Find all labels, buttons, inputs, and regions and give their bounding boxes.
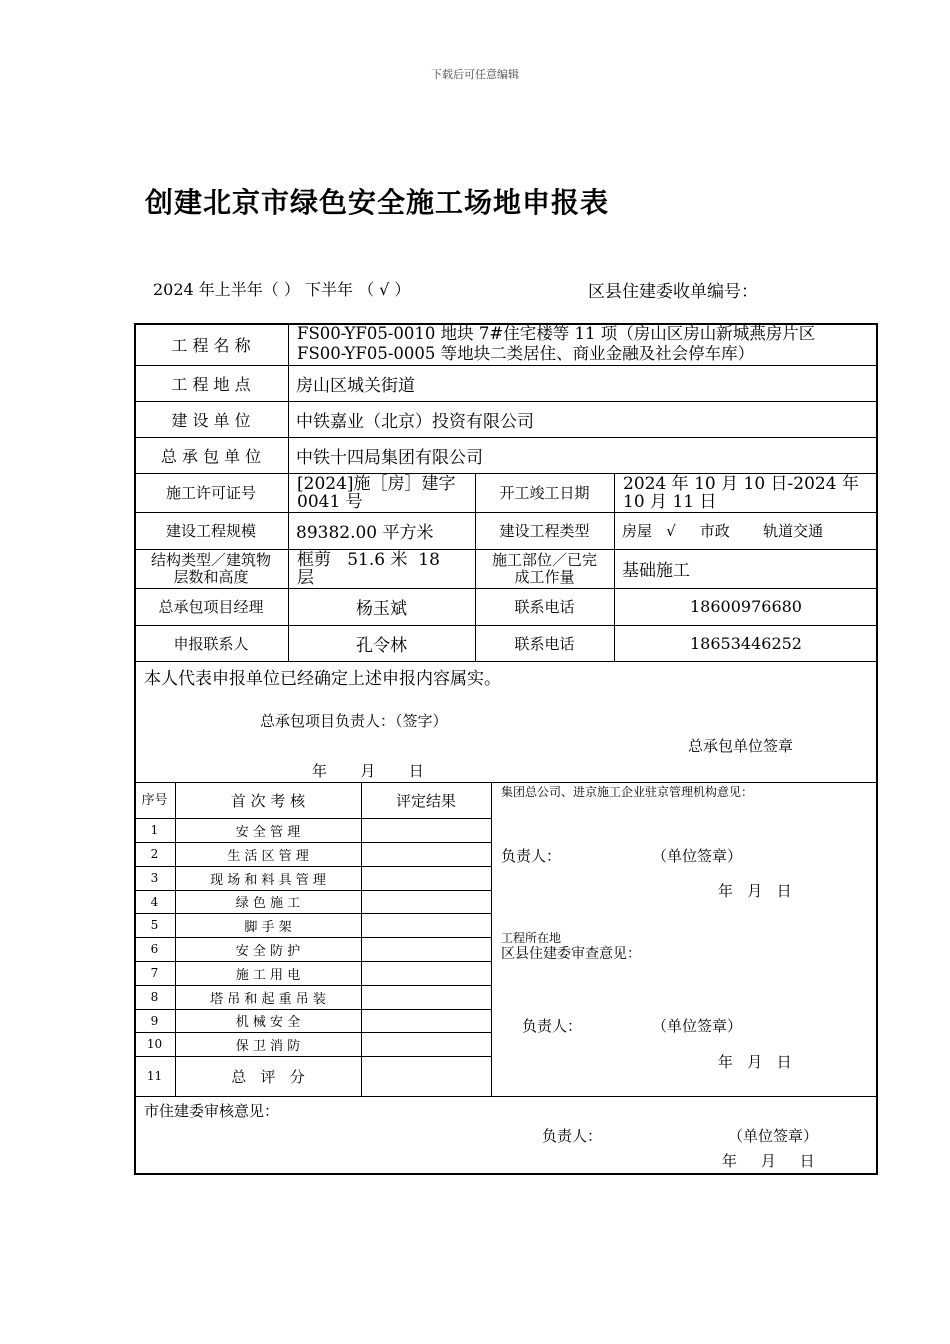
row-number: 9 bbox=[150, 1013, 159, 1028]
row-result[interactable] bbox=[361, 1056, 491, 1096]
contractor-value: 中铁十四局集团有限公司 bbox=[296, 447, 483, 468]
row-number: 7 bbox=[150, 966, 159, 980]
district-opinion-title-line2: 区县住建委审查意见： bbox=[501, 946, 641, 962]
row-result[interactable] bbox=[361, 985, 491, 1009]
header-note: 下载后可任意编辑 bbox=[431, 68, 519, 81]
row-item: 脚 手 架 bbox=[244, 919, 292, 935]
project-name-line1: FS00-YF05-0010 地块 7#住宅楼等 11 项（房山区房山新城燕房片区 bbox=[297, 324, 816, 343]
district-opinion-person: 负责人： bbox=[522, 1017, 583, 1035]
assessment-col-result: 评定结果 bbox=[395, 791, 456, 810]
row-number: 10 bbox=[146, 1037, 163, 1051]
row-number: 1 bbox=[150, 823, 159, 837]
dates-label: 开工竣工日期 bbox=[499, 484, 590, 502]
page-title: 创建北京市绿色安全施工场地申报表 bbox=[145, 186, 610, 219]
district-opinion-seal: （单位签章） bbox=[652, 1017, 743, 1035]
row-item: 机 械 安 全 bbox=[235, 1015, 301, 1030]
period-selection: 2024 年上半年（ ） 下半年 （ √ ） bbox=[153, 280, 411, 299]
row-item: 施 工 用 电 bbox=[235, 967, 301, 983]
project-location-value: 房山区城关街道 bbox=[296, 375, 415, 396]
permit-label: 施工许可证号 bbox=[165, 484, 256, 502]
row-result[interactable] bbox=[361, 866, 491, 890]
row-number: 4 bbox=[150, 894, 159, 909]
type-label: 建设工程类型 bbox=[499, 522, 590, 540]
assessment-col-item: 首 次 考 核 bbox=[230, 791, 306, 810]
contact-phone-label: 联系电话 bbox=[514, 634, 575, 653]
permit-line2: 0041 号 bbox=[297, 491, 363, 512]
contact-value: 孔令林 bbox=[356, 635, 407, 656]
structure-label-line2: 层数和高度 bbox=[173, 567, 249, 586]
stage-label bbox=[475, 549, 614, 588]
type-value: 房屋 √ 市政 轨道交通 bbox=[622, 522, 824, 540]
scale-value: 89382.00 平方米 bbox=[296, 523, 434, 543]
row-number: 11 bbox=[146, 1069, 163, 1083]
row-item: 安 全 防 护 bbox=[235, 943, 301, 959]
group-opinion-title: 集团总公司、进京施工企业驻京管理机构意见： bbox=[501, 785, 754, 799]
row-item: 保 卫 消 防 bbox=[235, 1038, 301, 1054]
city-opinion-person: 负责人： bbox=[542, 1127, 603, 1145]
manager-phone-label: 联系电话 bbox=[514, 598, 575, 616]
row-result[interactable] bbox=[361, 1032, 491, 1056]
manager-value: 杨玉斌 bbox=[356, 599, 407, 619]
row-item: 安 全 管 理 bbox=[235, 824, 301, 840]
contact-phone: 18653446252 bbox=[690, 633, 802, 653]
row-result[interactable] bbox=[361, 842, 491, 866]
row-number: 2 bbox=[150, 847, 159, 861]
manager-phone: 18600976680 bbox=[690, 597, 802, 616]
group-opinion-person: 负责人： bbox=[501, 847, 562, 865]
structure-label bbox=[134, 549, 288, 588]
row-item: 生 活 区 管 理 bbox=[227, 848, 309, 864]
structure-value bbox=[288, 549, 475, 588]
manager-label: 总承包项目经理 bbox=[158, 598, 264, 616]
row-result[interactable] bbox=[361, 1009, 491, 1032]
structure-label-line1: 结构类型／建筑物 bbox=[150, 550, 271, 569]
group-opinion-date: 年 月 日 bbox=[718, 882, 792, 900]
row-number: 3 bbox=[150, 871, 159, 885]
row-item: 绿 色 施 工 bbox=[235, 896, 301, 911]
stage-label-line2: 成工作量 bbox=[514, 567, 575, 586]
scale-label: 建设工程规模 bbox=[165, 522, 256, 540]
contractor-label: 总 承 包 单 位 bbox=[160, 446, 262, 466]
group-opinion-seal: （单位签章） bbox=[652, 847, 743, 865]
declaration-seal: 总承包单位签章 bbox=[688, 737, 794, 755]
row-number: 6 bbox=[150, 942, 159, 956]
city-opinion-date: 年 月 日 bbox=[722, 1152, 815, 1170]
project-name-line2: FS00-YF05-0005 等地块二类居住、商业金融及社会停车库） bbox=[297, 344, 755, 363]
district-opinion-date: 年 月 日 bbox=[718, 1053, 792, 1071]
row-result[interactable] bbox=[361, 913, 491, 937]
declaration-date: 年 月 日 bbox=[312, 762, 424, 780]
dates-line1: 2024 年 10 月 10 日-2024 年 bbox=[623, 473, 859, 494]
receipt-number-label: 区县住建委收单编号： bbox=[588, 282, 758, 302]
contact-label: 申报联系人 bbox=[173, 634, 249, 653]
dates-line2: 10 月 11 日 bbox=[623, 491, 717, 512]
project-name-label: 工 程 名 称 bbox=[171, 335, 251, 355]
row-result[interactable] bbox=[361, 937, 491, 961]
project-name-value bbox=[288, 323, 878, 365]
row-result[interactable] bbox=[361, 818, 491, 842]
stage-value: 基础施工 bbox=[622, 561, 690, 581]
district-opinion-title-line1: 工程所在地 bbox=[501, 931, 562, 945]
project-location-label: 工 程 地 点 bbox=[171, 374, 251, 394]
city-opinion-title: 市住建委审核意见： bbox=[144, 1102, 280, 1120]
assessment-col-no: 序号 bbox=[141, 792, 168, 808]
declaration-signer: 总承包项目负责人：（签字） bbox=[260, 712, 448, 730]
permit-line1: [2024]施［房］建字 bbox=[297, 473, 456, 494]
structure-line1: 框剪 51.6 米 18 bbox=[297, 549, 440, 570]
builder-value: 中铁嘉业（北京）投资有限公司 bbox=[296, 411, 534, 432]
row-result[interactable] bbox=[361, 890, 491, 913]
dates-value bbox=[614, 473, 878, 512]
row-number: 5 bbox=[150, 918, 159, 932]
row-item-total: 总 评 分 bbox=[231, 1067, 305, 1086]
row-number: 8 bbox=[150, 990, 159, 1004]
declaration-statement: 本人代表申报单位已经确定上述申报内容属实。 bbox=[144, 669, 501, 689]
city-opinion-seal: （单位签章） bbox=[728, 1127, 819, 1145]
row-result[interactable] bbox=[361, 961, 491, 985]
stage-label-line1: 施工部位／已完 bbox=[491, 550, 597, 569]
row-item: 塔 吊 和 起 重 吊 装 bbox=[210, 991, 326, 1007]
permit-value bbox=[288, 473, 475, 512]
row-item: 现 场 和 料 具 管 理 bbox=[210, 872, 326, 888]
structure-line2: 层 bbox=[297, 567, 314, 588]
builder-label: 建 设 单 位 bbox=[171, 410, 251, 430]
